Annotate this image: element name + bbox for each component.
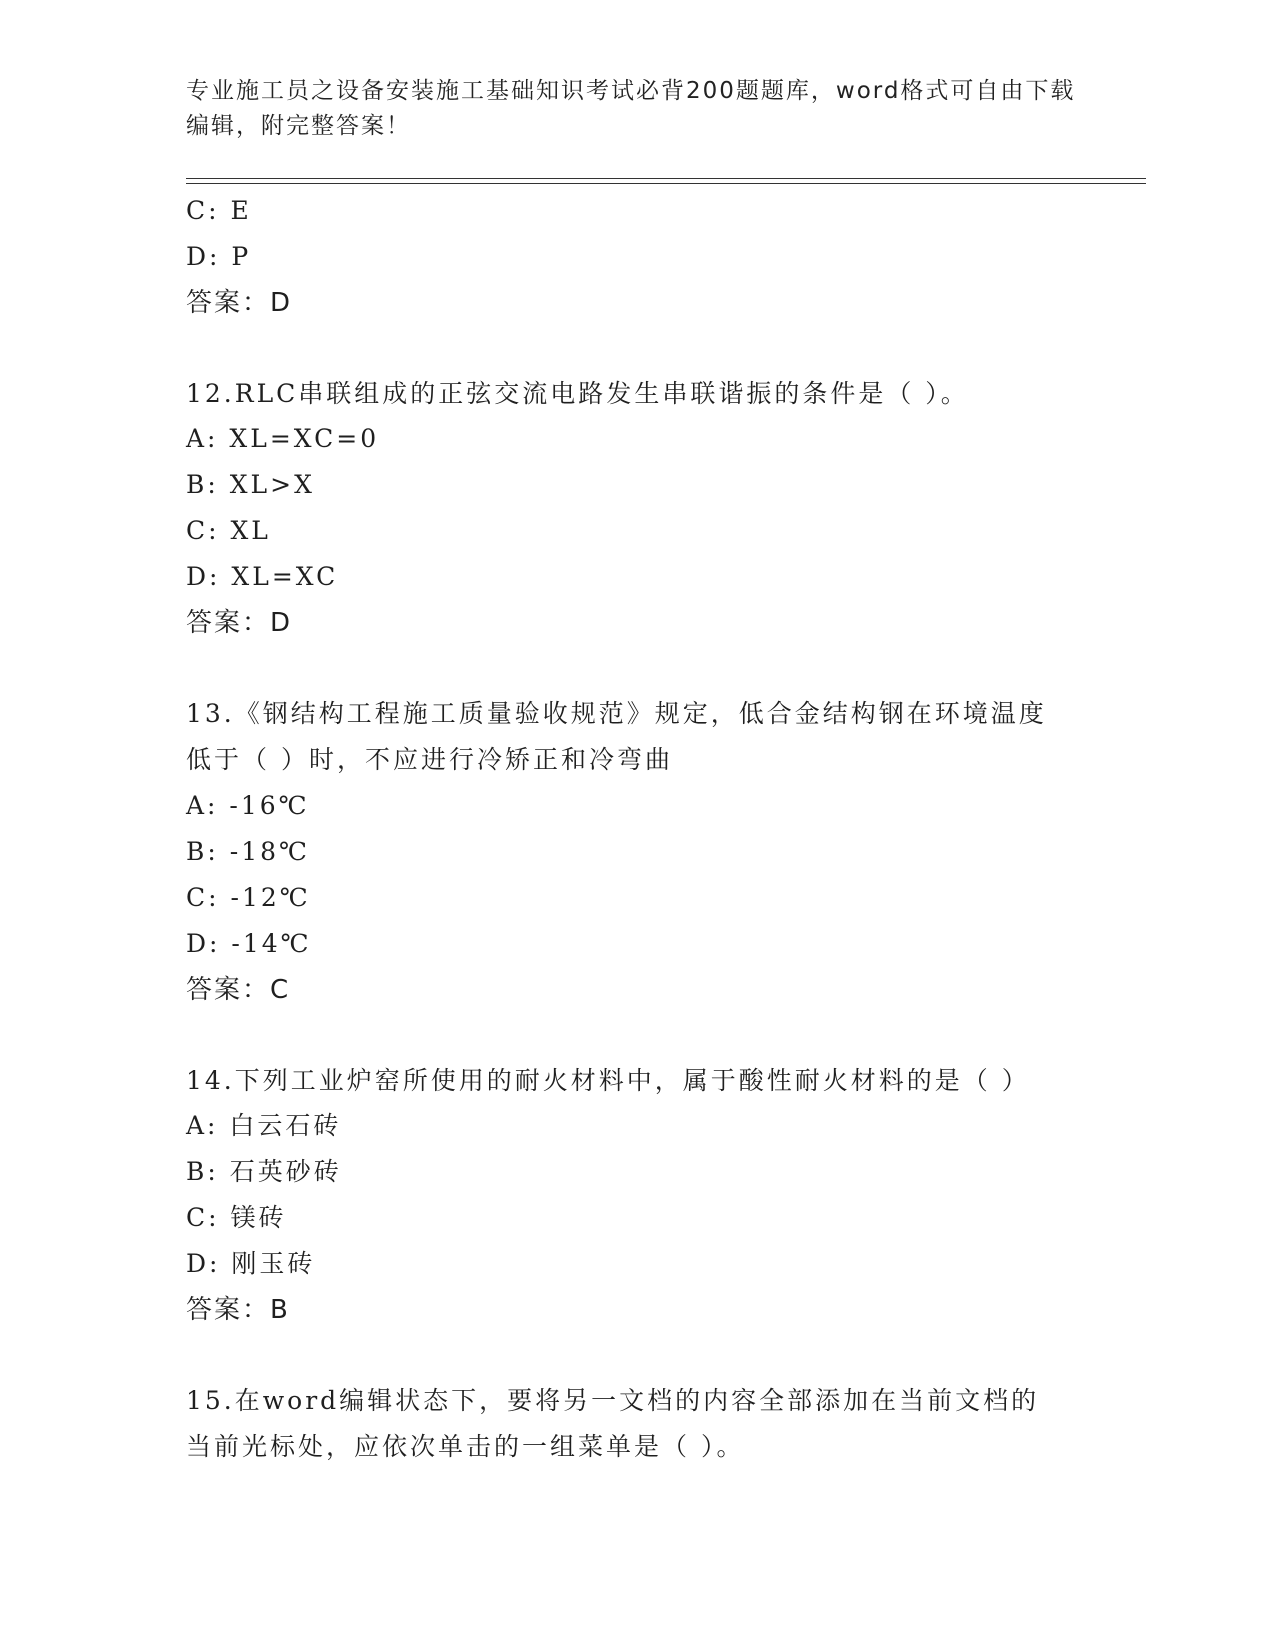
option-b: B: XL>X	[186, 470, 315, 499]
question-13	[186, 691, 1086, 1013]
question-12	[186, 371, 1086, 646]
option-b: B: -18℃	[186, 837, 310, 866]
question-text-line-2: 当前光标处，应依次单击的一组菜单是（ ）。	[186, 1432, 745, 1461]
document-body	[186, 188, 1086, 1470]
question-text-line-1: 15.在word编辑状态下，要将另一文档的内容全部添加在当前文档的	[186, 1386, 1040, 1415]
option-d: D: P	[186, 242, 252, 271]
question-text: 12.RLC串联组成的正弦交流电路发生串联谐振的条件是（ ）。	[186, 379, 969, 408]
option-d: D: XL=XC	[186, 562, 339, 591]
option-c: C: -12℃	[186, 883, 311, 912]
question-14	[186, 1058, 1086, 1333]
question-text-line-1: 13.《钢结构工程施工质量验收规范》规定，低合金结构钢在环境温度	[186, 699, 1047, 728]
spacer	[186, 1333, 1086, 1378]
question-15	[186, 1378, 1086, 1470]
option-c: C: XL	[186, 516, 271, 545]
question-text: 14.下列工业炉窑所使用的耐火材料中，属于酸性耐火材料的是（ ）	[186, 1066, 1030, 1095]
spacer	[186, 326, 1086, 371]
question-fragment	[186, 188, 1086, 326]
spacer	[186, 646, 1086, 691]
option-c: C: E	[186, 196, 252, 225]
option-a: A: 白云石砖	[186, 1111, 342, 1140]
option-a: A: XL=XC=0	[186, 424, 380, 453]
answer-line: 答案：D	[186, 608, 293, 638]
header-rule-bottom	[186, 183, 1146, 184]
header-rule-top	[186, 178, 1146, 179]
option-d: D: 刚玉砖	[186, 1249, 316, 1278]
question-text-line-2: 低于（ ）时，不应进行冷矫正和冷弯曲	[186, 745, 673, 774]
option-d: D: -14℃	[186, 929, 312, 958]
option-b: B: 石英砂砖	[186, 1157, 342, 1186]
answer-line: 答案：D	[186, 288, 293, 318]
option-a: A: -16℃	[186, 791, 310, 820]
spacer	[186, 1013, 1086, 1058]
answer-line: 答案：B	[186, 1295, 290, 1325]
option-c: C: 镁砖	[186, 1203, 287, 1232]
answer-line: 答案：C	[186, 975, 291, 1005]
page-header: 专业施工员之设备安装施工基础知识考试必背200题题库，word格式可自由下载编辑，附完整答案！	[186, 78, 1076, 139]
